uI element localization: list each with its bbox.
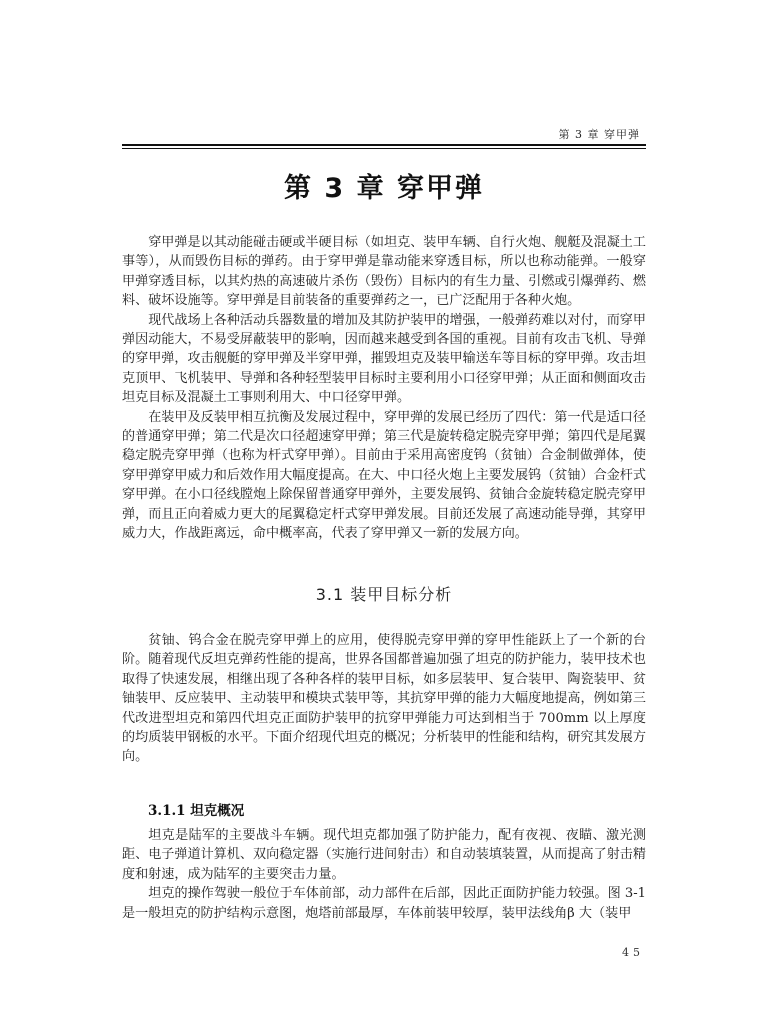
chapter-title: 第 3 章 穿甲弹 xyxy=(284,173,484,204)
running-header: 第 3 章 穿甲弹 xyxy=(558,128,640,141)
paragraph: 穿甲弹是以其动能碰击硬或半硬目标（如坦克、装甲车辆、自行火炮、舰艇及混凝土工事等），从而毁伤目标的弹药。由于穿甲弹是靠动能来穿透目标，所以也称动能弹。一般穿甲弹穿透目标，以其灼热的高速破片杀伤（毁伤）目标内的有生力量、引燃或引爆弹药、燃料、破坏设施等。穿甲弹是目前装备的重要弹药之一，已广泛配用于各种火炮。 xyxy=(122,235,646,309)
subsection-text xyxy=(122,826,646,923)
paragraph: 坦克的操作驾驶一般位于车体前部，动力部件在后部，因此正面防护能力较强。图 3-1 是一般坦克的防护结构示意图，炮塔前部最厚，车体前装甲较厚，装甲法线角β 大（装甲 xyxy=(122,886,646,921)
header-rule-thin xyxy=(122,148,646,149)
section-text xyxy=(122,631,646,767)
section-title: 3.1 装甲目标分析 xyxy=(315,585,453,604)
paragraph: 坦克是陆军的主要战斗车辆。现代坦克都加强了防护能力，配有夜视、夜瞄、激光测距、电子弹道计算机、双向稳定器（实施行进间射击）和自动装填装置，从而提高了射击精度和射速，成为陆军的主要突击力量。 xyxy=(122,828,646,882)
subsection-title: 3.1.1 坦克概况 xyxy=(148,803,245,819)
intro-text xyxy=(122,233,646,544)
header-rule xyxy=(122,144,646,146)
page-number: 45 xyxy=(622,946,644,959)
paragraph: 在装甲及反装甲相互抗衡及发展过程中，穿甲弹的发展已经历了四代：第一代是适口径的普通穿甲弹；第二代是次口径超速穿甲弹；第三代是旋转稳定脱壳穿甲弹；第四代是尾翼稳定脱壳穿甲弹（也称为杆式穿甲弹）。目前由于采用高密度钨（贫铀）合金制做弹体，使穿甲弹穿甲威力和后效作用大幅度提高。在大、中口径火炮上主要发展钨（贫铀）合金杆式穿甲弹。在小口径线膛炮上除保留普通穿甲弹外，主要发展钨、贫铀合金旋转稳定脱壳穿甲弹，而且正向着威力更大的尾翼稳定杆式穿甲弹发展。目前还发展了高速动能导弹，其穿甲威力大，作战距离远，命中概率高，代表了穿甲弹又一新的发展方向。 xyxy=(122,409,646,542)
paragraph: 贫铀、钨合金在脱壳穿甲弹上的应用，使得脱壳穿甲弹的穿甲性能跃上了一个新的台阶。随着现代反坦克弹药性能的提高，世界各国都普遍加强了坦克的防护能力，装甲技术也取得了快速发展，相继出现了各种各样的装甲目标，如多层装甲、复合装甲、陶瓷装甲、贫铀装甲、反应装甲、主动装甲和模块式装甲等，其抗穿甲弹的能力大幅度地提高，例如第三代改进型坦克和第四代坦克正面防护装甲的抗穿甲弹能力可达到相当于 700mm 以上厚度的均质装甲钢板的水平。下面介绍现代坦克的概况；分析装甲的性能和结构，研究其发展方向。 xyxy=(122,633,646,765)
paragraph: 现代战场上各种活动兵器数量的增加及其防护装甲的增强，一般弹药难以对付，而穿甲弹因动能大，不易受屏蔽装甲的影响，因而越来越受到各国的重视。目前有攻击飞机、导弹的穿甲弹，攻击舰艇的穿甲弹及半穿甲弹，摧毁坦克及装甲输送车等目标的穿甲弹。攻击坦克顶甲、飞机装甲、导弹和各种轻型装甲目标时主要利用小口径穿甲弹；从正面和侧面攻击坦克目标及混凝土工事则利用大、中口径穿甲弹。 xyxy=(122,312,646,406)
